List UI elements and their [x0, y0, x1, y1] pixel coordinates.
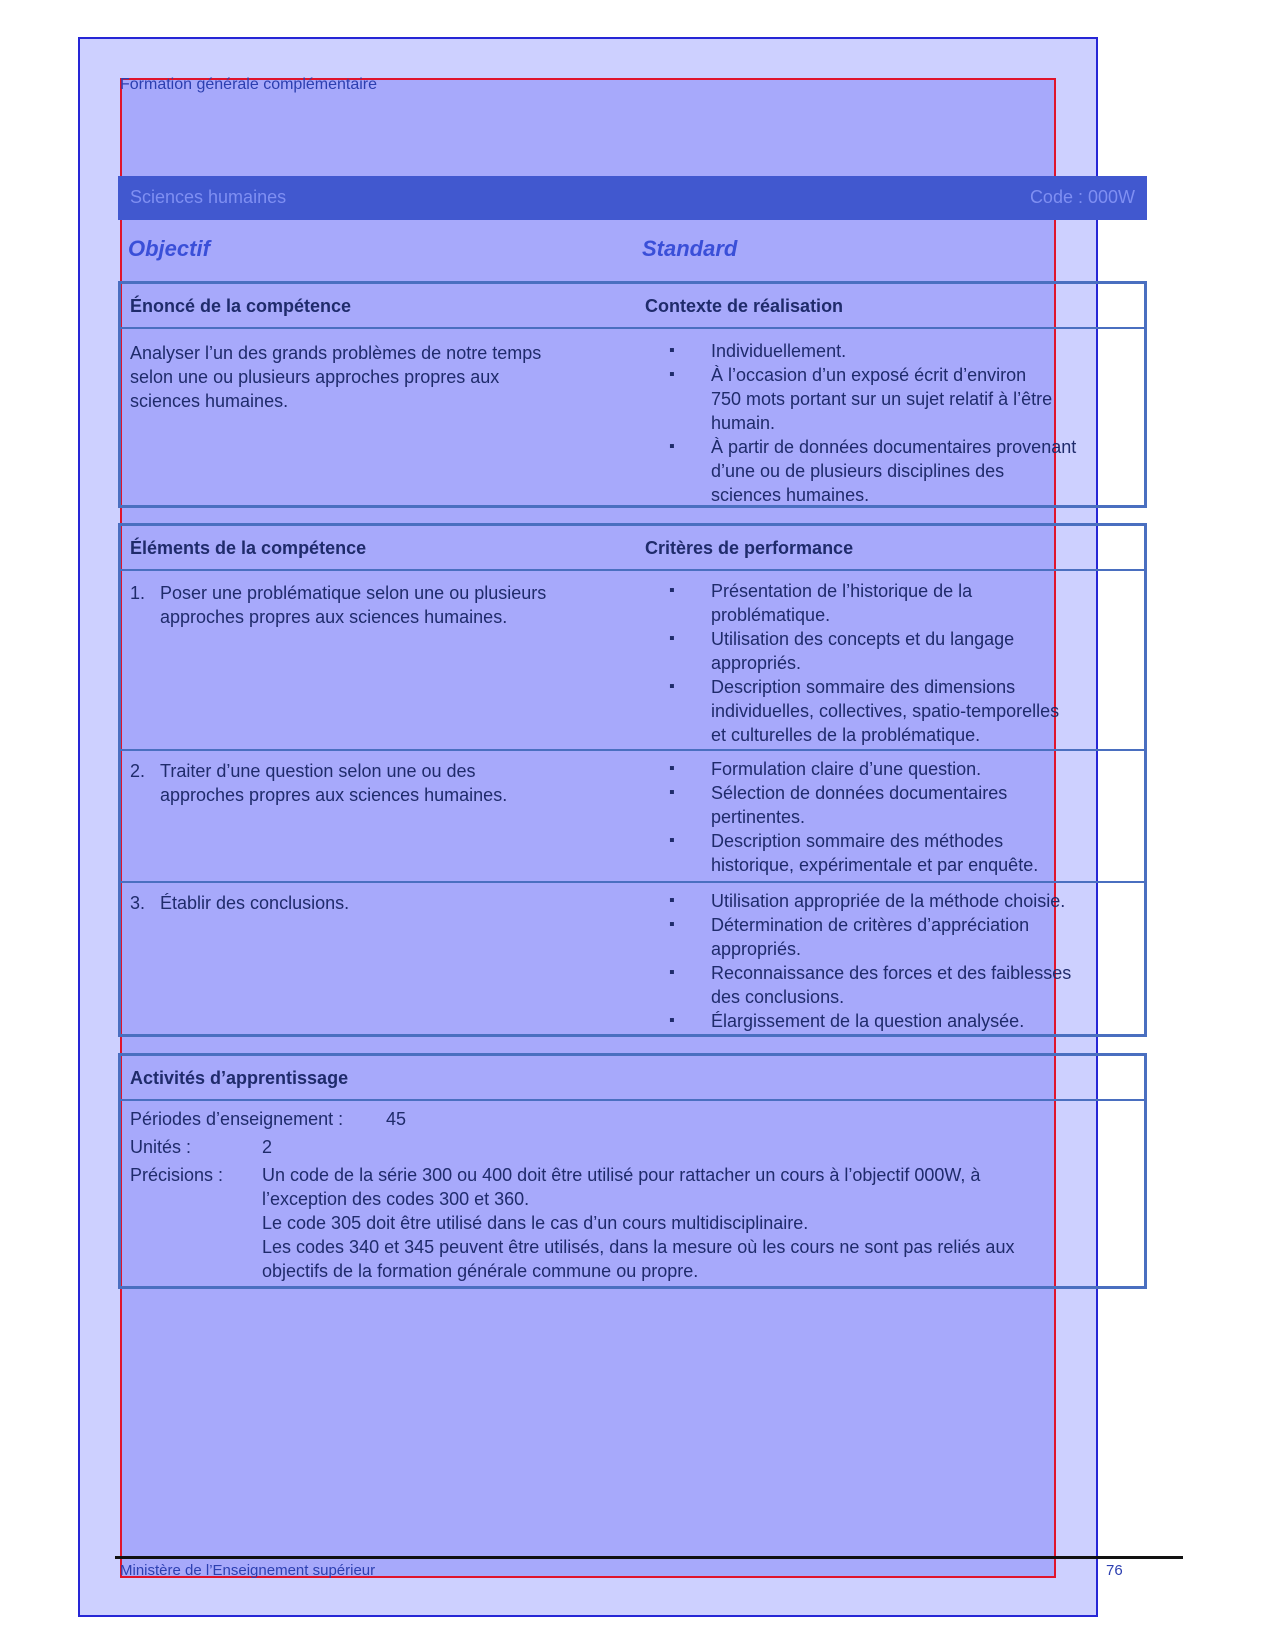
- units-label: Unités :: [130, 1137, 192, 1157]
- bullet-icon: ▪: [669, 438, 675, 455]
- statement-line: selon une ou plusieurs approches propres aux: [130, 367, 500, 387]
- details-label: Précisions :: [130, 1165, 224, 1185]
- periods-line: [121, 1107, 1144, 1135]
- context-line: À l’occasion d’un exposé écrit d’environ: [711, 365, 1027, 385]
- element-statement: [130, 891, 630, 915]
- competence-statement-title: Énoncé de la compétence: [130, 296, 352, 316]
- context-line: d’une ou de plusieurs disciplines des: [711, 461, 1005, 481]
- criterion-line: Utilisation appropriée de la méthode choisie.: [711, 891, 1066, 911]
- context-line: sciences humaines.: [711, 485, 870, 505]
- criterion-item: [645, 579, 1125, 627]
- activities-title: Activités d’apprentissage: [130, 1068, 349, 1088]
- criterion-line: Présentation de l’historique de la: [711, 581, 973, 601]
- units-value: 2: [262, 1137, 273, 1157]
- context-list: [645, 339, 1125, 507]
- footer-ministry: Ministère de l’Enseignement supérieur: [120, 1562, 376, 1579]
- units-line: [121, 1135, 1144, 1163]
- criterion-item: [645, 889, 1125, 913]
- competence-box: [118, 281, 1147, 508]
- criterion-line: des conclusions.: [711, 987, 845, 1007]
- competence-row: [121, 329, 1144, 507]
- details-line: Les codes 340 et 345 peuvent être utilisés, dans la mesure où les cours ne sont pas reliés aux: [262, 1237, 1015, 1257]
- criterion-line: Description sommaire des méthodes: [711, 831, 1004, 851]
- criterion-item: [645, 757, 1125, 781]
- statement-line: sciences humaines.: [130, 391, 289, 411]
- element-line: approches propres aux sciences humaines.: [160, 785, 508, 805]
- objective-heading: Objectif: [128, 236, 210, 261]
- details-line: l’exception des codes 300 et 360.: [262, 1189, 530, 1209]
- context-line: Individuellement.: [711, 341, 847, 361]
- criterion-line: Formulation claire d’une question.: [711, 759, 982, 779]
- criterion-line: Description sommaire des dimensions: [711, 677, 1016, 697]
- context-title: Contexte de réalisation: [645, 296, 844, 316]
- element-row: [121, 749, 1144, 881]
- course-code: Code : 000W: [1029, 187, 1135, 207]
- element-line: Poser une problématique selon une ou plusieurs: [160, 583, 547, 603]
- criteria-list: [645, 889, 1125, 1033]
- activities-box: [118, 1053, 1147, 1289]
- competence-statement: [130, 341, 630, 413]
- criterion-line: historique, expérimentale et par enquête.: [711, 855, 1039, 875]
- bullet-icon: ▪: [669, 832, 675, 849]
- context-line: humain.: [711, 413, 776, 433]
- details-block: [121, 1163, 1144, 1283]
- bullet-icon: ▪: [669, 366, 675, 383]
- element-statement: [130, 581, 630, 629]
- context-item: [645, 339, 1125, 363]
- criterion-item: [645, 913, 1125, 961]
- criterion-line: Élargissement de la question analysée.: [711, 1011, 1025, 1031]
- periods-value: 45: [386, 1109, 407, 1129]
- bullet-icon: ▪: [669, 964, 675, 981]
- context-line: À partir de données documentaires provenant: [711, 437, 1077, 457]
- criterion-line: pertinentes.: [711, 807, 806, 827]
- elements-title: Éléments de la compétence: [130, 538, 367, 558]
- criterion-item: [645, 627, 1125, 675]
- elements-box-header: [121, 526, 1144, 571]
- details-line: objectifs de la formation générale commune ou propre.: [262, 1261, 699, 1281]
- bullet-icon: ▪: [669, 1012, 675, 1029]
- criteria-list: [645, 579, 1125, 747]
- criterion-line: Sélection de données documentaires: [711, 783, 1008, 803]
- criterion-line: appropriés.: [711, 653, 802, 673]
- criterion-line: appropriés.: [711, 939, 802, 959]
- page-number: 76: [1106, 1562, 1123, 1579]
- criterion-line: Utilisation des concepts et du langage: [711, 629, 1015, 649]
- activities-box-header: [121, 1056, 1144, 1101]
- bullet-icon: ▪: [669, 784, 675, 801]
- context-item: [645, 363, 1125, 435]
- criterion-line: problématique.: [711, 605, 831, 625]
- element-line: approches propres aux sciences humaines.: [160, 607, 508, 627]
- context-line: 750 mots portant sur un sujet relatif à l’être: [711, 389, 1053, 409]
- criterion-line: individuelles, collectives, spatio-temporelles: [711, 701, 1060, 721]
- bullet-icon: ▪: [669, 892, 675, 909]
- criterion-item: [645, 675, 1125, 747]
- element-row: [121, 571, 1144, 749]
- statement-line: Analyser l’un des grands problèmes de notre temps: [130, 343, 542, 363]
- course-name: Sciences humaines: [130, 187, 287, 207]
- criterion-line: Reconnaissance des forces et des faiblesses: [711, 963, 1072, 983]
- criterion-line: et culturelles de la problématique.: [711, 725, 981, 745]
- element-number: 2.: [130, 761, 146, 781]
- criteria-list: [645, 757, 1125, 877]
- bullet-icon: ▪: [669, 760, 675, 777]
- elements-box: [118, 523, 1147, 1037]
- bullet-icon: ▪: [669, 678, 675, 695]
- element-line: Traiter d’une question selon une ou des: [160, 761, 476, 781]
- footer-rule: [115, 1556, 1183, 1559]
- bullet-icon: ▪: [669, 342, 675, 359]
- bullet-icon: ▪: [669, 582, 675, 599]
- criterion-item: [645, 781, 1125, 829]
- element-number: 3.: [130, 893, 146, 913]
- periods-label: Périodes d’enseignement :: [130, 1109, 344, 1129]
- standard-heading: Standard: [642, 236, 738, 261]
- element-row: [121, 881, 1144, 1035]
- bullet-icon: ▪: [669, 630, 675, 647]
- course-title-bar: [118, 176, 1147, 220]
- criterion-item: [645, 1009, 1125, 1033]
- competence-box-header: [121, 284, 1144, 329]
- running-head: Formation générale complémentaire: [120, 76, 378, 93]
- element-statement: [130, 759, 630, 807]
- element-line: Établir des conclusions.: [160, 893, 350, 913]
- criterion-item: [645, 829, 1125, 877]
- criteria-title: Critères de performance: [645, 538, 854, 558]
- details-text: [121, 1163, 1144, 1283]
- element-number: 1.: [130, 583, 146, 603]
- context-item: [645, 435, 1125, 507]
- bullet-icon: ▪: [669, 916, 675, 933]
- criterion-item: [645, 961, 1125, 1009]
- criterion-line: Détermination de critères d’appréciation: [711, 915, 1030, 935]
- details-line: Un code de la série 300 ou 400 doit être utilisé pour rattacher un cours à l’objectif 000W, à: [262, 1165, 981, 1185]
- details-line: Le code 305 doit être utilisé dans le cas d’un cours multidisciplinaire.: [262, 1213, 809, 1233]
